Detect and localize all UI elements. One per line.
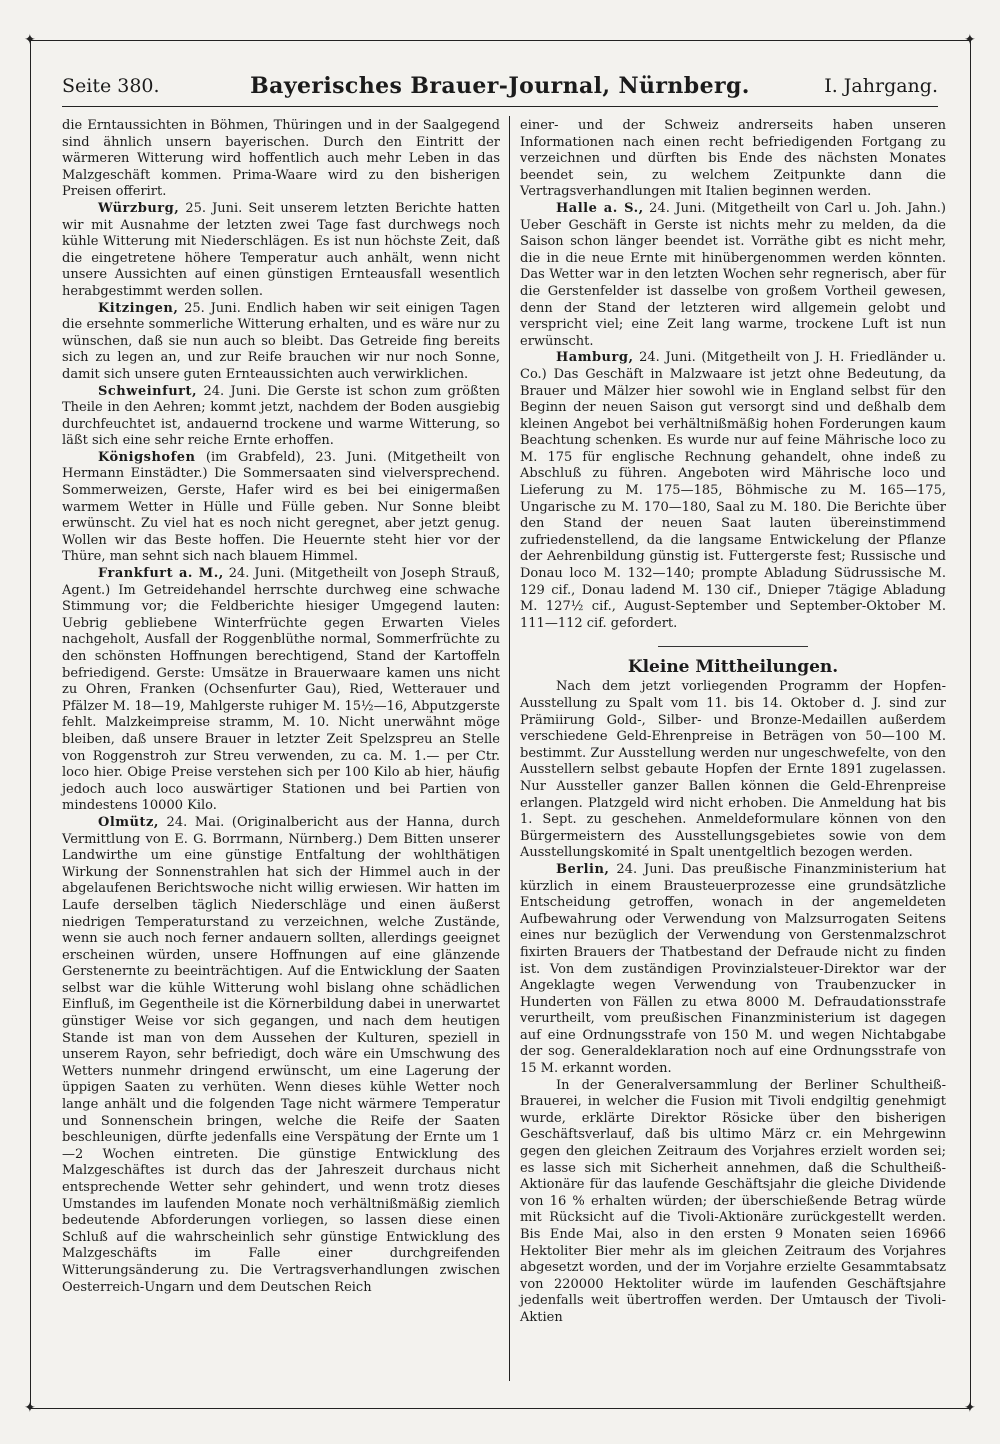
- corner-ornament-icon: ✦: [24, 1400, 36, 1416]
- report-place: Halle a. S.,: [556, 200, 644, 216]
- corner-ornament-icon: ✦: [964, 1400, 976, 1416]
- right-column: [520, 118, 946, 1327]
- report-paragraph: Königshofen (im Grabfeld), 23. Juni. (Mitgetheilt von Hermann Einstädter.) Die Sommersaaten sind vielversprechend. Sommerweizen, Gerste, Hafer wird es bei bei einigermaßen warmem Wetter in Hülle und Fülle geben. Nur Sonne bleibt erwünscht. Zu viel hat es noch nicht geregnet, aber jetzt genug. Wollen wir das Beste hoffen. Die Heuernte steht hier vor der Thüre, man sehnt sich nach blauem Himmel.: [62, 449, 500, 565]
- report-place: Kitzingen,: [98, 300, 179, 316]
- volume-label: I. Jahrgang.: [824, 75, 938, 97]
- notice-paragraph: Berlin, 24. Juni. Das preußische Finanzministerium hat kürzlich in einem Brausteuerprozesse eine grundsätzliche Entscheidung getroffen, wonach in der angemeldeten Aufbewahrung oder Verwendung von Malzsurrogaten Seitens eines nur bezüglich der Verwendung von Gerstenmalzschrot fixirten Brauers der Thatbestand der Defraude nicht zu finden ist. Von dem zuständigen Provinzialsteuer-Direktor war der Angeklagte wegen Verwendung von Traubenzucker in Hunderten von Fällen zu etwa 8000 M. Defraudationsstrafe verurtheilt, vom preußischen Finanzministerium ist dagegen auf eine Ordnungsstrafe von 150 M. und wegen Nichtabgabe der sog. Generaldeklaration noch auf eine Ordnungsstrafe von 15 M. erkannt worden.: [520, 861, 946, 1077]
- left-column: [62, 118, 500, 1296]
- report-place: Hamburg,: [556, 350, 634, 366]
- report-place: Würzburg,: [98, 200, 180, 216]
- report-place: Frankfurt a. M.,: [98, 566, 224, 582]
- notice-paragraph: Nach dem jetzt vorliegenden Programm der Hopfen-Ausstellung zu Spalt vom 11. bis 14. Oktober d. J. sind zur Prämiirung Gold-, Silber- und Bronze-Medaillen außerdem verschiedene Geld-Ehrenpreise in Beträgen von 50—100 M. bestimmt. Zur Ausstellung werden nur ungeschwefelte, von den Ausstellern selbst gebaute Hopfen der Ernte 1891 zugelassen. Nur Aussteller ganzer Ballen können die Geld-Ehrenpreise erlangen. Platzgeld wird nicht erhoben. Die Anmeldung hat bis 1. Sept. zu geschehen. Anmeldeformulare können von den Bürgermeistern des Ausstellungsgebietes sowie von dem Ausstellungskomité in Spalt unentgeltlich bezogen werden.: [520, 679, 946, 861]
- column-divider: [509, 116, 510, 1381]
- report-place: Schweinfurt,: [98, 383, 198, 399]
- report-paragraph: Olmütz, 24. Mai. (Originalbericht aus der Hanna, durch Vermittlung von E. G. Borrmann, Nürnberg.) Dem Bitten unserer Landwirthe um eine günstige Entfaltung der wohlthätigen Wirkung der Sonnenstrahlen hat sich der Himmel auch in der abgelaufenen Berichtswoche nicht willig erwiesen. Wir hatten im Laufe derselben täglich Niederschläge und einen äußerst niedrigen Temperaturstand zu verzeichnen, welche Zustände, wenn sie auch noch ferner andauern sollten, allerdings geeignet erscheinen würden, unsere Hoffnungen auf eine glänzende Gerstenernte zu beeinträchtigen. Auf die Entwicklung der Saaten selbst war die kühle Witterung wohl bislang ohne schädlichen Einfluß, im Gegentheile ist die Körnerbildung dabei in unerwartet günstiger Weise vor sich gegangen, und nach dem heutigen Stande ist man von dem Aussehen der Kulturen, speziell in unserem Rayon, sehr befriedigt, doch wäre ein Umschwung des Wetters nunmehr dringend erwünscht, um eine Lagerung der üppigen Saaten zu verhüten. Wenn dieses kühle Wetter noch lange anhält und die folgenden Tage nicht wärmere Temperatur und Sonnenschein bringen, welche die Reife der Saaten beschleunigen, dürfte jedenfalls eine Verspätung der Ernte um 1—2 Wochen eintreten. Die günstige Entwicklung des Malzgeschäftes ist durch das der Jahreszeit durchaus nicht entsprechende Wetter sehr gehindert, und wenn trotz dieses Umstandes im laufenden Monate noch verhältnißmäßig ziemlich bedeutende Abforderungen vorliegen, so lassen diese einen Schluß auf die wahrscheinlich sehr günstige Entwicklung des Malzgeschäfts im Falle einer durchgreifenden Witterungsänderung zu. Die Vertragsverhandlungen zwischen Oesterreich-Ungarn und dem Deutschen Reich: [62, 814, 500, 1295]
- frame-bottom-rule: [30, 1408, 970, 1409]
- frame-left-rule: [30, 40, 31, 1408]
- page-number: Seite 380.: [62, 75, 160, 97]
- frame-top-rule: [30, 40, 970, 41]
- report-paragraph: Würzburg, 25. Juni. Seit unserem letzten Berichte hatten wir mit Ausnahme der letzten zwei Tage fast durchwegs noch kühle Witterung mit Niederschlägen. Es ist nun höchste Zeit, daß die eingetretene höhere Temperatur auch anhält, wenn nicht unsere Aussichten auf einen günstigen Ernteausfall wesentlich herabgestimmt werden sollen.: [62, 200, 500, 299]
- report-paragraph: Hamburg, 24. Juni. (Mitgetheilt von J. H. Friedländer u. Co.) Das Geschäft in Malzwaare ist jetzt ohne Bedeutung, da Brauer und Mälzer hier sowohl wie in England selbst für den Beginn der neuen Saison gut versorgt sind und deßhalb dem kleinen Angebot bei verhältnißmäßig hohen Forderungen kaum Beachtung schenken. Es wurde nur auf feine Mährische loco zu M. 175 für englische Rechnung gehandelt, ohne indeß zu Abschluß zu führen. Angeboten wird Mährische loco und Lieferung zu M. 175—185, Böhmische zu M. 165—175, Ungarische zu M. 170—180, Saal zu M. 180. Die Berichte über den Stand der neuen Saat lauten übereinstimmend zufriedenstellend, da die langsame Entwickelung der Pflanze der Aehrenbildung günstig ist. Futtergerste fest; Russische und Donau loco M. 132—140; prompte Abladung Südrussische M. 129 cif., Donau ladend M. 130 cif., Dnieper 7tägige Abladung M. 127½ cif., August-September und September-Oktober M. 111—112 cif. gefordert.: [520, 350, 946, 631]
- journal-title: Bayerisches Brauer-Journal, Nürnberg.: [250, 73, 750, 99]
- report-paragraph: einer- und der Schweiz andrerseits haben unseren Informationen nach einen recht befriedigenden Fortgang zu verzeichnen und dürften bis Ende des nächsten Monates beendet sein, zu welchem Zeitpunkte dann die Vertragsverhandlungen mit Italien beginnen werden.: [520, 118, 946, 200]
- corner-ornament-icon: ✦: [964, 32, 976, 48]
- header-rule: [62, 106, 938, 107]
- corner-ornament-icon: ✦: [24, 32, 36, 48]
- report-paragraph: Halle a. S., 24. Juni. (Mitgetheilt von Carl u. Joh. Jahn.) Ueber Geschäft in Gerste ist nichts mehr zu melden, da die Saison schon länger beendet ist. Vorräthe gibt es nicht mehr, die in die neue Ernte mit hinübergenommen werden könnten. Das Wetter war in den letzten Wochen sehr regnerisch, aber für die Gerstenfelder ist dasselbe von großem Vortheil gewesen, denn der Stand der letzteren wird allgemein gelobt und verspricht viel; eine Zeit lang warme, trockene Luft ist nun erwünscht.: [520, 200, 946, 349]
- report-paragraph: Kitzingen, 25. Juni. Endlich haben wir seit einigen Tagen die ersehnte sommerliche Witterung erhalten, und es wäre nur zu wünschen, daß sie nun auch so bleibt. Das Getreide fing bereits sich zu legen an, und zur Reife brauchen wir nur noch Sonne, damit sich unsere guten Ernteaussichten auch verwirklichen.: [62, 300, 500, 382]
- frame-right-rule: [970, 40, 971, 1408]
- page-header: [62, 72, 938, 102]
- notice-paragraph: In der Generalversammlung der Berliner Schultheiß-Brauerei, in welcher die Fusion mit Tivoli endgiltig genehmigt wurde, erklärte Direktor Rösicke über den bisherigen Geschäftsverlauf, daß bis ultimo März cr. ein Mehrgewinn gegen den gleichen Zeitraum des Vorjahres erzielt worden sei; es lasse sich mit Sicherheit annehmen, daß die Schultheiß-Aktionäre für das laufende Geschäftsjahr die gleiche Dividende von 16 % erhalten würden; der überschießende Betrag würde mit Rücksicht auf die Tivoli-Aktionäre zurückgestellt werden. Bis Ende Mai, also in den ersten 9 Monaten seien 16966 Hektoliter Bier mehr als im gleichen Zeitraum des Vorjahres abgesetzt worden, und der im Vorjahre erzielte Gesammtabsatz von 220000 Hektoliter würde im laufenden Geschäftsjahre jedenfalls weit übertroffen werden. Der Umtausch der Tivoli-Aktien: [520, 1077, 946, 1325]
- report-paragraph: die Erntaussichten in Böhmen, Thüringen und in der Saalgegend sind ähnlich unsern bayerischen. Durch den Eintritt der wärmeren Witterung wird hoffentlich auch mehr Leben in das Malzgeschäft kommen. Prima-Waare wird zu den bisherigen Preisen offerirt.: [62, 118, 500, 200]
- section-rule: [658, 646, 808, 647]
- report-place: Berlin,: [556, 861, 610, 877]
- section-heading: Kleine Mittheilungen.: [627, 657, 839, 678]
- report-paragraph: Frankfurt a. M., 24. Juni. (Mitgetheilt von Joseph Strauß, Agent.) Im Getreidehandel herrschte durchweg eine schwache Stimmung vor; die Feldberichte hiesiger Umgegend lauten: Uebrig gebliebene Winterfrüchte gegen Erwarten Vieles nachgeholt, Ausfall der Roggenblüthe normal, Sommerfrüchte zu den schönsten Hoffnungen berechtigend, Stand der Kartoffeln befriedigend. Gerste: Umsätze in Brauerwaare kamen uns nicht zu Ohren, Franken (Ochsenfurter Gau), Ried, Wetterauer und Pfälzer M. 18—19, Mahlgerste ruhiger M. 15½—16, Abputzgerste fehlt. Malzkeimpreise stramm, M. 10. Nicht unerwähnt möge bleiben, daß unsere Brauer in letzter Zeit Spelzspreu an Stelle von Roggenstroh zur Streu verwenden, zu ca. M. 1.— per Ctr. loco hier. Obige Preise verstehen sich per 100 Kilo ab hier, häufig jedoch auch loco auswärtiger Stationen und bei Partien von mindestens 10000 Kilo.: [62, 566, 501, 814]
- report-place: Olmütz,: [98, 814, 159, 830]
- report-place: Königshofen: [98, 449, 196, 465]
- report-paragraph: Schweinfurt, 24. Juni. Die Gerste ist schon zum größten Theile in den Aehren; kommt jetzt, nachdem der Boden ausgiebig durchfeuchtet ist, andauernd trockene und warme Witterung, so läßt sich eine sehr reiche Ernte erhoffen.: [62, 383, 500, 449]
